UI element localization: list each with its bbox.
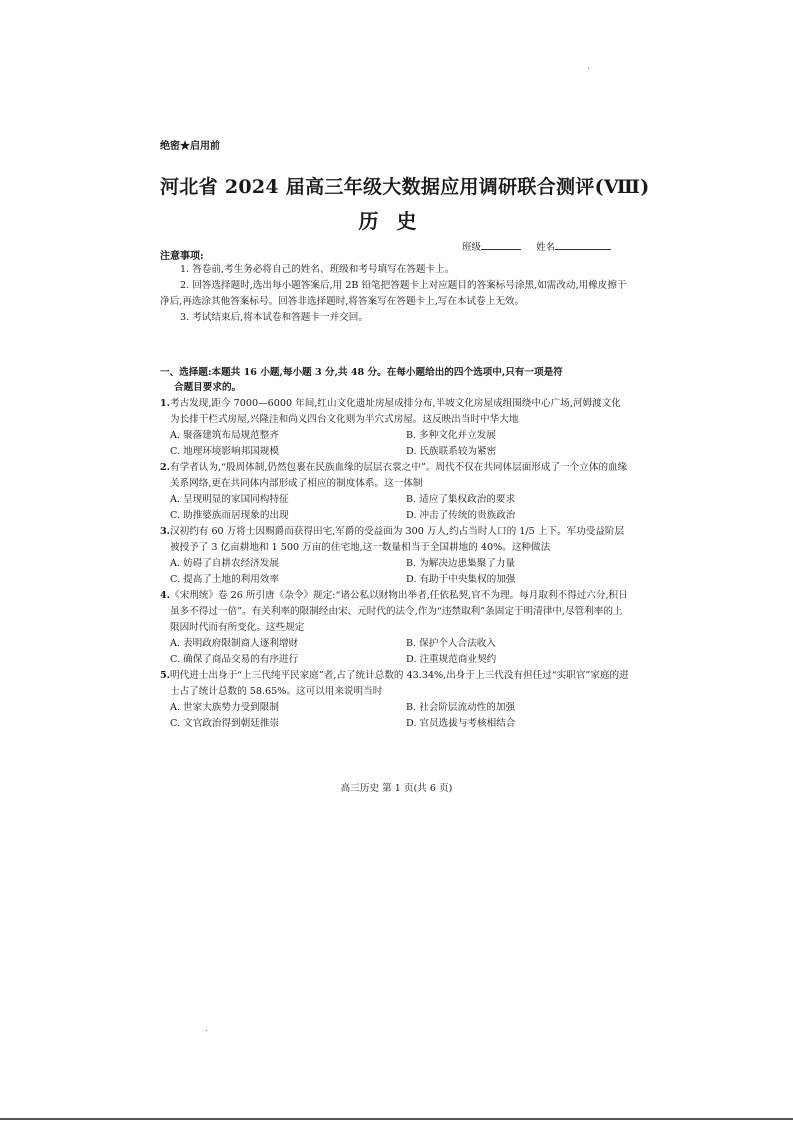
question-text: 有学者认为,“殷周体制,仍然包裹在民族血缘的层层衣裳之中”。周代不仅在共同体层面形成了一个立体的血缘关系网络,更在共同体内部形成了相应的制度体系。这一体制: [170, 462, 628, 489]
section-heading-line: 一、选择题:本题共 16 小题,每小题 3 分,共 48 分。在每小题给出的四个选项中,只有一项是符: [160, 367, 563, 378]
option-c: C. 确保了商品交易的有序进行: [170, 654, 299, 665]
student-info-line: [462, 239, 611, 253]
option-a: A. 妨碍了自耕农经济发展: [170, 558, 279, 569]
question-text: 《宋刑统》卷 26 所引唐《杂令》规定:“诸公私以财物出举者,任依私契,官不为理。每月取利不得过六分,积日虽多不得过一倍”。有关利率的限制经由宋、元时代的法令,作为“违禁取利”条固定于明清律中,尽管利率的上限因时代而有所变化。这些规定: [170, 590, 628, 633]
name-label: 姓名: [536, 242, 556, 253]
class-blank: [481, 240, 521, 250]
option-grid: [160, 636, 630, 668]
class-label: 班级: [462, 242, 482, 253]
option-a: A. 聚落建筑布局规范整齐: [170, 430, 279, 441]
section-heading: [160, 365, 630, 395]
question-number: 5.: [160, 670, 171, 681]
question-stem: [160, 668, 630, 700]
option-a: A. 世家大族势力受到限制: [170, 702, 279, 713]
option-grid: [160, 428, 630, 460]
option-d: D. 官员选拔与考核相结合: [406, 718, 516, 729]
question-list: [160, 396, 630, 732]
option-c: C. 文官政治得到朝廷推崇: [170, 718, 280, 729]
question-stem: [160, 396, 630, 428]
name-blank: [555, 240, 611, 250]
note-item: 3. 考试结束后,将本试卷和答题卡一并交回。: [180, 312, 368, 323]
question-number: 4.: [160, 590, 171, 601]
page-footer: 高三历史 第 1 页(共 6 页): [340, 783, 453, 794]
question: [160, 396, 630, 460]
option-a: A. 呈现明显的家国同构特征: [170, 494, 289, 505]
option-c: C. 地理环境影响邦国规模: [170, 446, 280, 457]
scan-speck: [588, 68, 589, 69]
question-number: 3.: [160, 526, 171, 537]
option-c: C. 助推婆族而居现象的出现: [170, 510, 289, 521]
question: [160, 460, 630, 524]
exam-title: 河北省 2024 届高三年级大数据应用调研联合测评(Ⅷ): [160, 176, 650, 198]
option-d: D. 有助于中央集权的加强: [406, 574, 516, 585]
option-b: B. 适应了集权政治的要求: [406, 494, 516, 505]
scan-speck: [206, 1030, 207, 1031]
secret-label: 绝密★启用前: [160, 141, 220, 152]
question-number: 1.: [160, 398, 171, 409]
option-grid: [160, 492, 630, 524]
note-item: 2. 回答选择题时,选出每小题答案后,用 2B 铅笔把答题卡上对应题目的答案标号涂黑,如需改动,用橡皮擦干净后,再选涂其他答案标号。回答非选择题时,将答案写在答题卡上,写在本试卷上无效。: [160, 280, 627, 307]
note-item: 1. 答卷前,考生务必将自己的姓名、班级和考号填写在答题卡上。: [180, 264, 455, 275]
notes-list: [160, 262, 630, 326]
scan-edge: [0, 1118, 793, 1120]
option-a: A. 表明政府限制商人逐利增财: [170, 638, 299, 649]
question-number: 2.: [160, 462, 171, 473]
option-b: B. 社会阶层流动性的加强: [406, 702, 516, 713]
option-d: D. 冲击了传统的贵族政治: [406, 510, 516, 521]
option-c: C. 提高了土地的利用效率: [170, 574, 280, 585]
option-grid: [160, 700, 630, 732]
question-text: 汉初约有 60 万将士因赐爵而获得田宅,军爵的受益面为 300 万人,约占当时人口的 1/5 上下。军功受益阶层被授予了 3 亿亩耕地和 1 500 万亩的住宅地,这一数量相当于全国耕地的 40%。这种做法: [170, 526, 625, 553]
option-grid: [160, 556, 630, 588]
option-b: B. 为解决边患集聚了力量: [406, 558, 516, 569]
option-b: B. 保护个人合法收入: [406, 638, 496, 649]
question-stem: [160, 588, 630, 636]
question: [160, 588, 630, 668]
question-stem: [160, 460, 630, 492]
question: [160, 524, 630, 588]
question: [160, 668, 630, 732]
option-d: D. 氏族联系较为紧密: [406, 446, 497, 457]
option-b: B. 多种文化并立发展: [406, 430, 496, 441]
section-heading-line: 合题目要求的。: [174, 382, 242, 393]
notes-heading: 注意事项:: [160, 251, 204, 262]
option-d: D. 注重规范商业契约: [406, 654, 497, 665]
question-text: 考古发现,距今 7000—6000 年间,红山文化遗址房屋成排分布,半坡文化房屋成组围绕中心广场,河姆渡文化为长排干栏式房屋,兴隆洼和尚义四台文化则为半穴式房屋。这反映出当时中华大地: [170, 398, 621, 425]
question-text: 明代进士出身于“上三代纯平民家庭”者,占了统计总数的 43.34%,出身于上三代没有担任过“实职官”家庭的进士占了统计总数的 58.65%。这可以用来说明当时: [170, 670, 629, 697]
subject-title: 历史: [358, 209, 435, 233]
question-stem: [160, 524, 630, 556]
